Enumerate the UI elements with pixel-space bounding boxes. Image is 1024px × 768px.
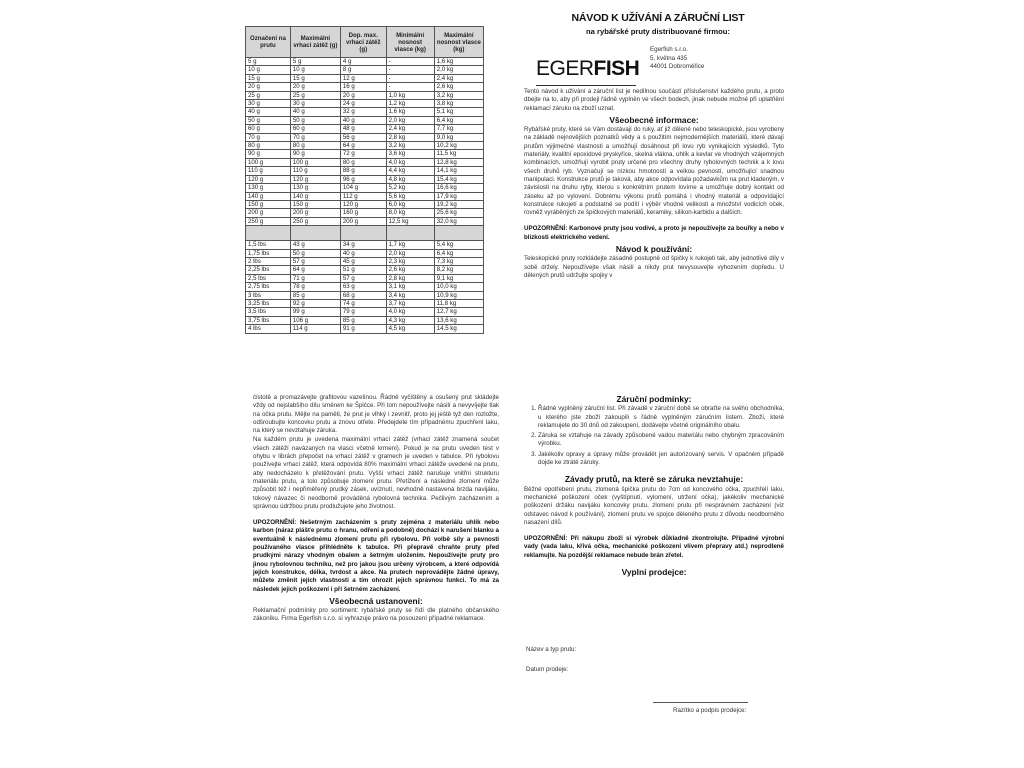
defects-heading: Závady prutů, na které se záruka nevztahuje: <box>564 474 744 485</box>
table-cell: 20 g <box>290 83 340 91</box>
table-cell: 40 g <box>290 108 340 116</box>
table-cell: 25 g <box>246 91 291 99</box>
table-cell: 88 g <box>340 167 386 175</box>
table-cell: 150 g <box>246 200 291 208</box>
table-cell: 68 g <box>340 291 386 299</box>
table-row <box>246 116 484 124</box>
table-cell: 130 g <box>290 184 340 192</box>
table-row <box>246 249 484 257</box>
table-cell: 200 g <box>340 217 386 225</box>
table-row <box>246 58 484 66</box>
table-cell: 5,6 kg <box>386 192 434 200</box>
table-cell: 32,0 kg <box>434 217 483 225</box>
table-cell: 114 g <box>290 325 340 333</box>
table-cell: 8,2 kg <box>434 266 483 274</box>
document-sheet <box>233 0 791 768</box>
table-cell: 74 g <box>340 299 386 307</box>
table-cell: 7,7 kg <box>434 125 483 133</box>
table-cell: 2,6 kg <box>386 266 434 274</box>
table-cell: 85 g <box>290 291 340 299</box>
table-separator <box>246 226 484 241</box>
table-cell: 2,4 kg <box>386 125 434 133</box>
table-cell: 4,3 kg <box>386 316 434 324</box>
table-cell: 140 g <box>290 192 340 200</box>
table-cell: 16,6 kg <box>434 184 483 192</box>
table-cell: 2,0 kg <box>386 116 434 124</box>
table-cell: 140 g <box>246 192 291 200</box>
intro-paragraph: Tento návod k užívání a záruční list je nedílnou součástí příslušenství každého prutu, a proto dbejte na to, aby při prodeji řádně vyplněn ve všech bodech, jinak nebude možné při uplatňění reklamací záruku na zboží uznat. <box>524 88 784 112</box>
table-row <box>246 257 484 265</box>
table-cell: 9,1 kg <box>434 274 483 282</box>
table-cell: - <box>386 66 434 74</box>
table-row <box>246 308 484 316</box>
table-row <box>246 125 484 133</box>
table-cell: 250 g <box>290 217 340 225</box>
table-cell: 72 g <box>340 150 386 158</box>
table-cell: 2,5 lbs <box>246 274 291 282</box>
table-cell: 160 g <box>340 209 386 217</box>
usage-heading: Návod k používání: <box>615 244 693 255</box>
table-cell: 24 g <box>340 100 386 108</box>
table-cell: 32 g <box>340 108 386 116</box>
table-row <box>246 133 484 141</box>
list-item: 2. Záruka se vztahuje na závady způsobené vadou materiálu nebo chybným zpracováním výrobku. <box>538 432 784 449</box>
table-cell: 4 lbs <box>246 325 291 333</box>
handling-warning: UPOZORNĚNÍ: Nešetrným zacházením s pruty zejména z materiálu uhlík nebo karbon (náraz plášťe prutu o hranu, odření a podobně) dochází k narušení blanku a eventuálně k následnému zlomení prutu při rybolovu. Při volbě síly a pevnosti používaného vlasce přihlédněte k tabulce. Při přepravě chraňte pruty před prudkými nárazy vhodným obalem a šetrným uložením. Nepoužívejte pruty pro jinou rybolovnou techniku, než pro jakou jsou určeny výrobcem, a které odpovídá jejich konstrukce, délka, tvrdost a akce. Na prutech neprovádějte žádné úpravy, můžete změnit jejich vlastnosti a tím ohrozit jejich správnou funkci. To má za následek jejich poškození i při šetrném zacházení. <box>253 519 499 593</box>
general-provisions-paragraph: Reklamační podmínky pro sortiment: rybářské pruty se řídí dle platného občanského zákoníku. Firma Egerfish s.r.o. si vyhrazuje právo na posouzení případné reklamace. <box>253 607 499 623</box>
table-cell: - <box>386 83 434 91</box>
col-header: Označení na prutu <box>246 27 291 58</box>
defects-paragraph: Běžné opotřebení prutu, zlomená špička prutu do 7cm od koncového očka, zpuchřelí laku, mechanické poškození oček (vyštípnutí, vylomení, utržení očka), jakékoliv mechanické poškození držáku navijáku koncovky prutu, zlomení prutu při nesprávném zacházení (viz odstavec návod k používání), zlomení prutu ve spojce děleného prutu z důvodu neodborného nasazení dílů. <box>524 485 784 526</box>
warranty-list <box>524 405 784 467</box>
conductivity-warning: UPOZORNĚNÍ: Karbonové pruty jsou vodivé, a proto je nepoužívejte za bouřky a nebo v blízkosti elektrického vedení. <box>524 225 784 241</box>
product-name-label: Název a typ prutu: <box>526 646 577 653</box>
table-cell: 8,0 kg <box>386 209 434 217</box>
table-cell: 30 g <box>246 100 291 108</box>
table-cell: 8 g <box>340 66 386 74</box>
table-cell: 70 g <box>246 133 291 141</box>
table-cell: 5 g <box>290 58 340 66</box>
table-cell: 85 g <box>340 316 386 324</box>
table-cell: 25,6 kg <box>434 209 483 217</box>
table-cell: 16 g <box>340 83 386 91</box>
inspection-warning: UPOZORNĚNÍ: Při nákupu zboží si výrobek důkladně zkontrolujte. Případné výrobní vady (vada laku, křivá očka, mechanické poškození vlivem přepravy atd.) neprodleně reklamujte. Na pozdější reklamace nebude brán zřetel. <box>524 535 784 559</box>
table-cell: 71 g <box>290 274 340 282</box>
table-cell: 1,6 kg <box>386 108 434 116</box>
table-cell: 2,6 kg <box>434 83 483 91</box>
table-cell: 1,75 lbs <box>246 249 291 257</box>
table-cell: 6,0 kg <box>386 200 434 208</box>
table-cell: 92 g <box>290 299 340 307</box>
table-cell: - <box>386 74 434 82</box>
table-cell: 150 g <box>290 200 340 208</box>
table-cell: 99 g <box>290 308 340 316</box>
table-cell: 2,3 kg <box>386 257 434 265</box>
table-cell: 15,4 kg <box>434 175 483 183</box>
logo-underline <box>536 85 636 86</box>
table-row <box>246 142 484 150</box>
table-cell: 200 g <box>290 209 340 217</box>
general-info-heading: Všeobecné informace: <box>609 114 699 125</box>
table-cell: 2,4 kg <box>434 74 483 82</box>
table-cell: 106 g <box>290 316 340 324</box>
table-cell: 79 g <box>340 308 386 316</box>
company-address <box>650 46 704 72</box>
general-info-paragraph: Rybářské pruty, které se Vám dostávají do ruky, ať již dělené nebo teleskopické, jsou vyrobeny na základě nejnovějších poznatků vědy a s použitím nejmodernějších materiálů, které dávají prutům výjimečné vlastnosti a umožňují dosáhnout při lovu ryb vynikajících výsledků. Tyto materiály, kvalitní epoxidové pryskyřice, skelná vlákna, uhlík a kevlar ve vhodných vzájemných kombinacích, umožňují vyrobit pruty určené pro všechny druhy rybolovných technik a k lovu všech druhů ryb. Vyznačují se nízkou hmotností a velkou pevností, umožňující snadnou manipulaci. Konstrukce prutů je taková, aby akce odpovídala požadavkům na prut kladeným, v závislosti na druhu ryby, kterou s konkrétním prutem lovíme a umožňuje dobrý kontakt od záseku až po vylovení. Dobrému výkonu prutů pomáhá i vhodný materiál a odpovídající konstrukce rukojetí a podstatně se podílí i výběr vhodné velikosti a množství vodicích oček, rovněž vyráběných ze špičkových materiálů, keramiky, silikon-karbidu a dalších. <box>524 126 784 217</box>
rod-spec-table <box>245 26 484 334</box>
table-row <box>246 325 484 333</box>
table-cell: 3,25 lbs <box>246 299 291 307</box>
table-cell: 64 g <box>340 142 386 150</box>
usage-paragraph: Teleskopické pruty rozkládejte zásadně postupně od špičky k rukojeti tak, aby jednotlivé díly v sobě držely. Nepoužívejte však násilí a nikdy prut nevysouvejte vyhozením dopředu. U dělených prutů udržujte spojky v <box>524 255 784 279</box>
table-cell: 64 g <box>290 266 340 274</box>
table-cell: 57 g <box>340 274 386 282</box>
table-cell: 3,2 kg <box>434 91 483 99</box>
table-cell: 6,4 kg <box>434 249 483 257</box>
table-cell: 4 g <box>340 58 386 66</box>
table-cell: 14,1 kg <box>434 167 483 175</box>
table-row <box>246 108 484 116</box>
document-title: NÁVOD K UŽÍVÁNÍ A ZÁRUČNÍ LIST <box>571 12 745 24</box>
table-cell: 20 g <box>340 91 386 99</box>
table-row <box>246 150 484 158</box>
table-row <box>246 274 484 282</box>
table-cell: 96 g <box>340 175 386 183</box>
table-row <box>246 299 484 307</box>
table-cell: 10,0 kg <box>434 283 483 291</box>
table-cell: 12,8 kg <box>434 158 483 166</box>
table-cell: 104 g <box>340 184 386 192</box>
table-cell: 40 g <box>246 108 291 116</box>
table-cell: 2,8 kg <box>386 274 434 282</box>
load-paragraph: Na každém prutu je uvedena maximální vrhací zátěž (vrhací zátěž znamená součet všech zátěží navázaných na vlasci včetně krmení). Pokud je na prutu uveden test v ohybu v librách přepočet na vrhací zátěž v gramech je uveden v tabulce. Při rybolovu používejte vrhací zátěž, která odpovídá 80% maximální vrhací zátěže uvedené na prutu, aby nedocházelo k přetěžování prutu. Vyšší vrhací zátěž narušuje vnitřní strukturu materiálu prutu, a tolo způsobuje zlomení prutu. Přetížení a následné zlomení může způsobit též i nepřiměřený prudký zásek, uvíznutí, nevhodně nastavená brzda navijáku, tokový návazec či neodborně prováděná rybolovná technika. Pečlivým zacházením a správnou údržbou prutu prodlužujete jeho životnost. <box>253 436 499 510</box>
table-cell: 12,7 kg <box>434 308 483 316</box>
table-cell: 90 g <box>290 150 340 158</box>
table-cell: 17,9 kg <box>434 192 483 200</box>
egerfish-logo: EGERFISH <box>536 57 640 80</box>
table-body-lbs <box>246 241 484 333</box>
table-cell: 10 g <box>246 66 291 74</box>
table-cell: 12,5 kg <box>386 217 434 225</box>
table-cell: 50 g <box>290 116 340 124</box>
table-cell: 1,0 kg <box>386 91 434 99</box>
table-cell: 110 g <box>290 167 340 175</box>
table-cell: 200 g <box>246 209 291 217</box>
table-row <box>246 316 484 324</box>
warranty-heading: Záruční podmínky: <box>616 394 692 404</box>
document-subtitle: na rybářské pruty distribuované firmou: <box>586 27 730 36</box>
table-cell: 90 g <box>246 150 291 158</box>
table-cell: 2,75 lbs <box>246 283 291 291</box>
table-cell: 4,0 kg <box>386 308 434 316</box>
table-cell: 1,6 kg <box>434 58 483 66</box>
list-item: 3. Jakékoliv opravy a úpravy může provádět jen autorizovaný servis. V opačném případě dojde ke ztrátě záruky. <box>538 451 784 468</box>
table-cell: 3,6 kg <box>386 150 434 158</box>
table-cell: 120 g <box>340 200 386 208</box>
table-cell: 15 g <box>246 74 291 82</box>
col-header: Maximální nosnost vlasce (kg) <box>434 27 483 58</box>
left-column <box>253 394 499 625</box>
table-row <box>246 266 484 274</box>
table-row <box>246 217 484 225</box>
table-cell: 19,2 kg <box>434 200 483 208</box>
table-cell: 5,4 kg <box>434 241 483 249</box>
table-cell: - <box>386 58 434 66</box>
table-cell: 2,0 kg <box>434 66 483 74</box>
table-cell: 2 lbs <box>246 257 291 265</box>
table-cell: 78 g <box>290 283 340 291</box>
table-cell: 10,2 kg <box>434 142 483 150</box>
table-cell: 5,2 kg <box>386 184 434 192</box>
table-row <box>246 100 484 108</box>
signature-line <box>653 702 748 703</box>
table-cell: 12 g <box>340 74 386 82</box>
table-cell: 20 g <box>246 83 291 91</box>
table-cell: 1,5 lbs <box>246 241 291 249</box>
table-cell: 130 g <box>246 184 291 192</box>
table-cell: 70 g <box>290 133 340 141</box>
table-row <box>246 158 484 166</box>
table-row <box>246 209 484 217</box>
table-row <box>246 66 484 74</box>
table-cell: 3,4 kg <box>386 291 434 299</box>
table-cell: 60 g <box>246 125 291 133</box>
table-cell: 3,75 lbs <box>246 316 291 324</box>
table-cell: 7,3 kg <box>434 257 483 265</box>
stamp-signature-label: Razítko a podpis prodejce: <box>673 707 747 714</box>
table-cell: 120 g <box>290 175 340 183</box>
table-cell: 40 g <box>340 116 386 124</box>
table-cell: 80 g <box>340 158 386 166</box>
table-cell: 6,4 kg <box>434 116 483 124</box>
col-header: Maximální vrhací zátěž (g) <box>290 27 340 58</box>
table-cell: 11,8 kg <box>434 299 483 307</box>
seller-heading: Vyplní prodejce: <box>621 567 687 578</box>
table-cell: 10 g <box>290 66 340 74</box>
table-cell: 112 g <box>340 192 386 200</box>
table-cell: 3 lbs <box>246 291 291 299</box>
table-cell: 5,1 kg <box>434 108 483 116</box>
table-row <box>246 184 484 192</box>
table-row <box>246 241 484 249</box>
table-cell: 40 g <box>340 249 386 257</box>
table-cell: 1,2 kg <box>386 100 434 108</box>
table-header-row <box>246 27 484 58</box>
right-column <box>524 88 784 281</box>
table-cell: 10,9 kg <box>434 291 483 299</box>
table-cell: 250 g <box>246 217 291 225</box>
table-cell: 2,8 kg <box>386 133 434 141</box>
list-item: 1. Řádně vyplněný záruční list. Při závadě v záruční době se obraťte na svého obchodníka, u kterého jste zboží zakoupili s řádně vyplněným záručním listem. Zboží, které reklamujete do 30 dnů od zakoupení, dodávejte včetně originálního obalu. <box>538 405 784 430</box>
col-header: Dop. max. vrhací zátěž (g) <box>340 27 386 58</box>
care-paragraph: čistotě a promazávejte grafitovou vazelínou. Řádně vyčištěný a osušený prut skládejte vždy od nejslabšího dílu směrem ke Špičce. Při tom nepoužívejte násilí a nevyvíjejte tlak na očka prutu. Mějte na paměti, že prut je vlhký i zevnitř, proto jej ještě tyž den rozložte, odšroubujte koncovku prutu a znovu otřete. Předejdete tím případnému zpuchření laku, na který se nevztahuje záruka. <box>253 394 499 435</box>
table-cell: 4,8 kg <box>386 175 434 183</box>
table-cell: 48 g <box>340 125 386 133</box>
table-row <box>246 175 484 183</box>
table-cell: 3,8 kg <box>434 100 483 108</box>
table-cell: 100 g <box>290 158 340 166</box>
col-header: Minimální nosnost vlasce (kg) <box>386 27 434 58</box>
table-cell: 2,25 lbs <box>246 266 291 274</box>
table-cell: 80 g <box>290 142 340 150</box>
table-cell: 5 g <box>246 58 291 66</box>
table-cell: 1,7 kg <box>386 241 434 249</box>
table-row <box>246 283 484 291</box>
table-cell: 51 g <box>340 266 386 274</box>
table-row <box>246 291 484 299</box>
general-provisions-heading: Všeobecná ustanovení: <box>329 595 423 606</box>
table-cell: 9,0 kg <box>434 133 483 141</box>
table-cell: 43 g <box>290 241 340 249</box>
table-cell: 50 g <box>246 116 291 124</box>
table-cell: 91 g <box>340 325 386 333</box>
address-line: 5. května 435 <box>650 54 688 62</box>
table-cell: 80 g <box>246 142 291 150</box>
table-cell: 120 g <box>246 175 291 183</box>
table-body-grams <box>246 58 484 226</box>
table-cell: 25 g <box>290 91 340 99</box>
table-cell: 3,7 kg <box>386 299 434 307</box>
table-cell: 57 g <box>290 257 340 265</box>
table-cell: 14,5 kg <box>434 325 483 333</box>
table-cell: 110 g <box>246 167 291 175</box>
table-cell: 4,5 kg <box>386 325 434 333</box>
table-row <box>246 167 484 175</box>
table-cell: 3,2 kg <box>386 142 434 150</box>
table-row <box>246 200 484 208</box>
table-cell: 3,5 lbs <box>246 308 291 316</box>
right-column-lower <box>524 392 784 578</box>
table-row <box>246 192 484 200</box>
table-row <box>246 74 484 82</box>
table-cell: 15 g <box>290 74 340 82</box>
table-cell: 4,4 kg <box>386 167 434 175</box>
table-cell: 30 g <box>290 100 340 108</box>
table-cell: 3,1 kg <box>386 283 434 291</box>
table-row <box>246 91 484 99</box>
table-cell: 11,5 kg <box>434 150 483 158</box>
address-line: 44001 Dobroměřice <box>650 63 705 70</box>
table-cell: 50 g <box>290 249 340 257</box>
table-cell: 13,6 kg <box>434 316 483 324</box>
table-cell: 2,0 kg <box>386 249 434 257</box>
address-line: Egerfish s.r.o. <box>650 46 688 53</box>
table-cell: 60 g <box>290 125 340 133</box>
table-cell: 100 g <box>246 158 291 166</box>
table-cell: 56 g <box>340 133 386 141</box>
table-cell: 45 g <box>340 257 386 265</box>
sale-date-label: Datum prodeje: <box>526 666 569 673</box>
table-cell: 34 g <box>340 241 386 249</box>
table-row <box>246 83 484 91</box>
table-cell: 4,0 kg <box>386 158 434 166</box>
table-cell: 63 g <box>340 283 386 291</box>
